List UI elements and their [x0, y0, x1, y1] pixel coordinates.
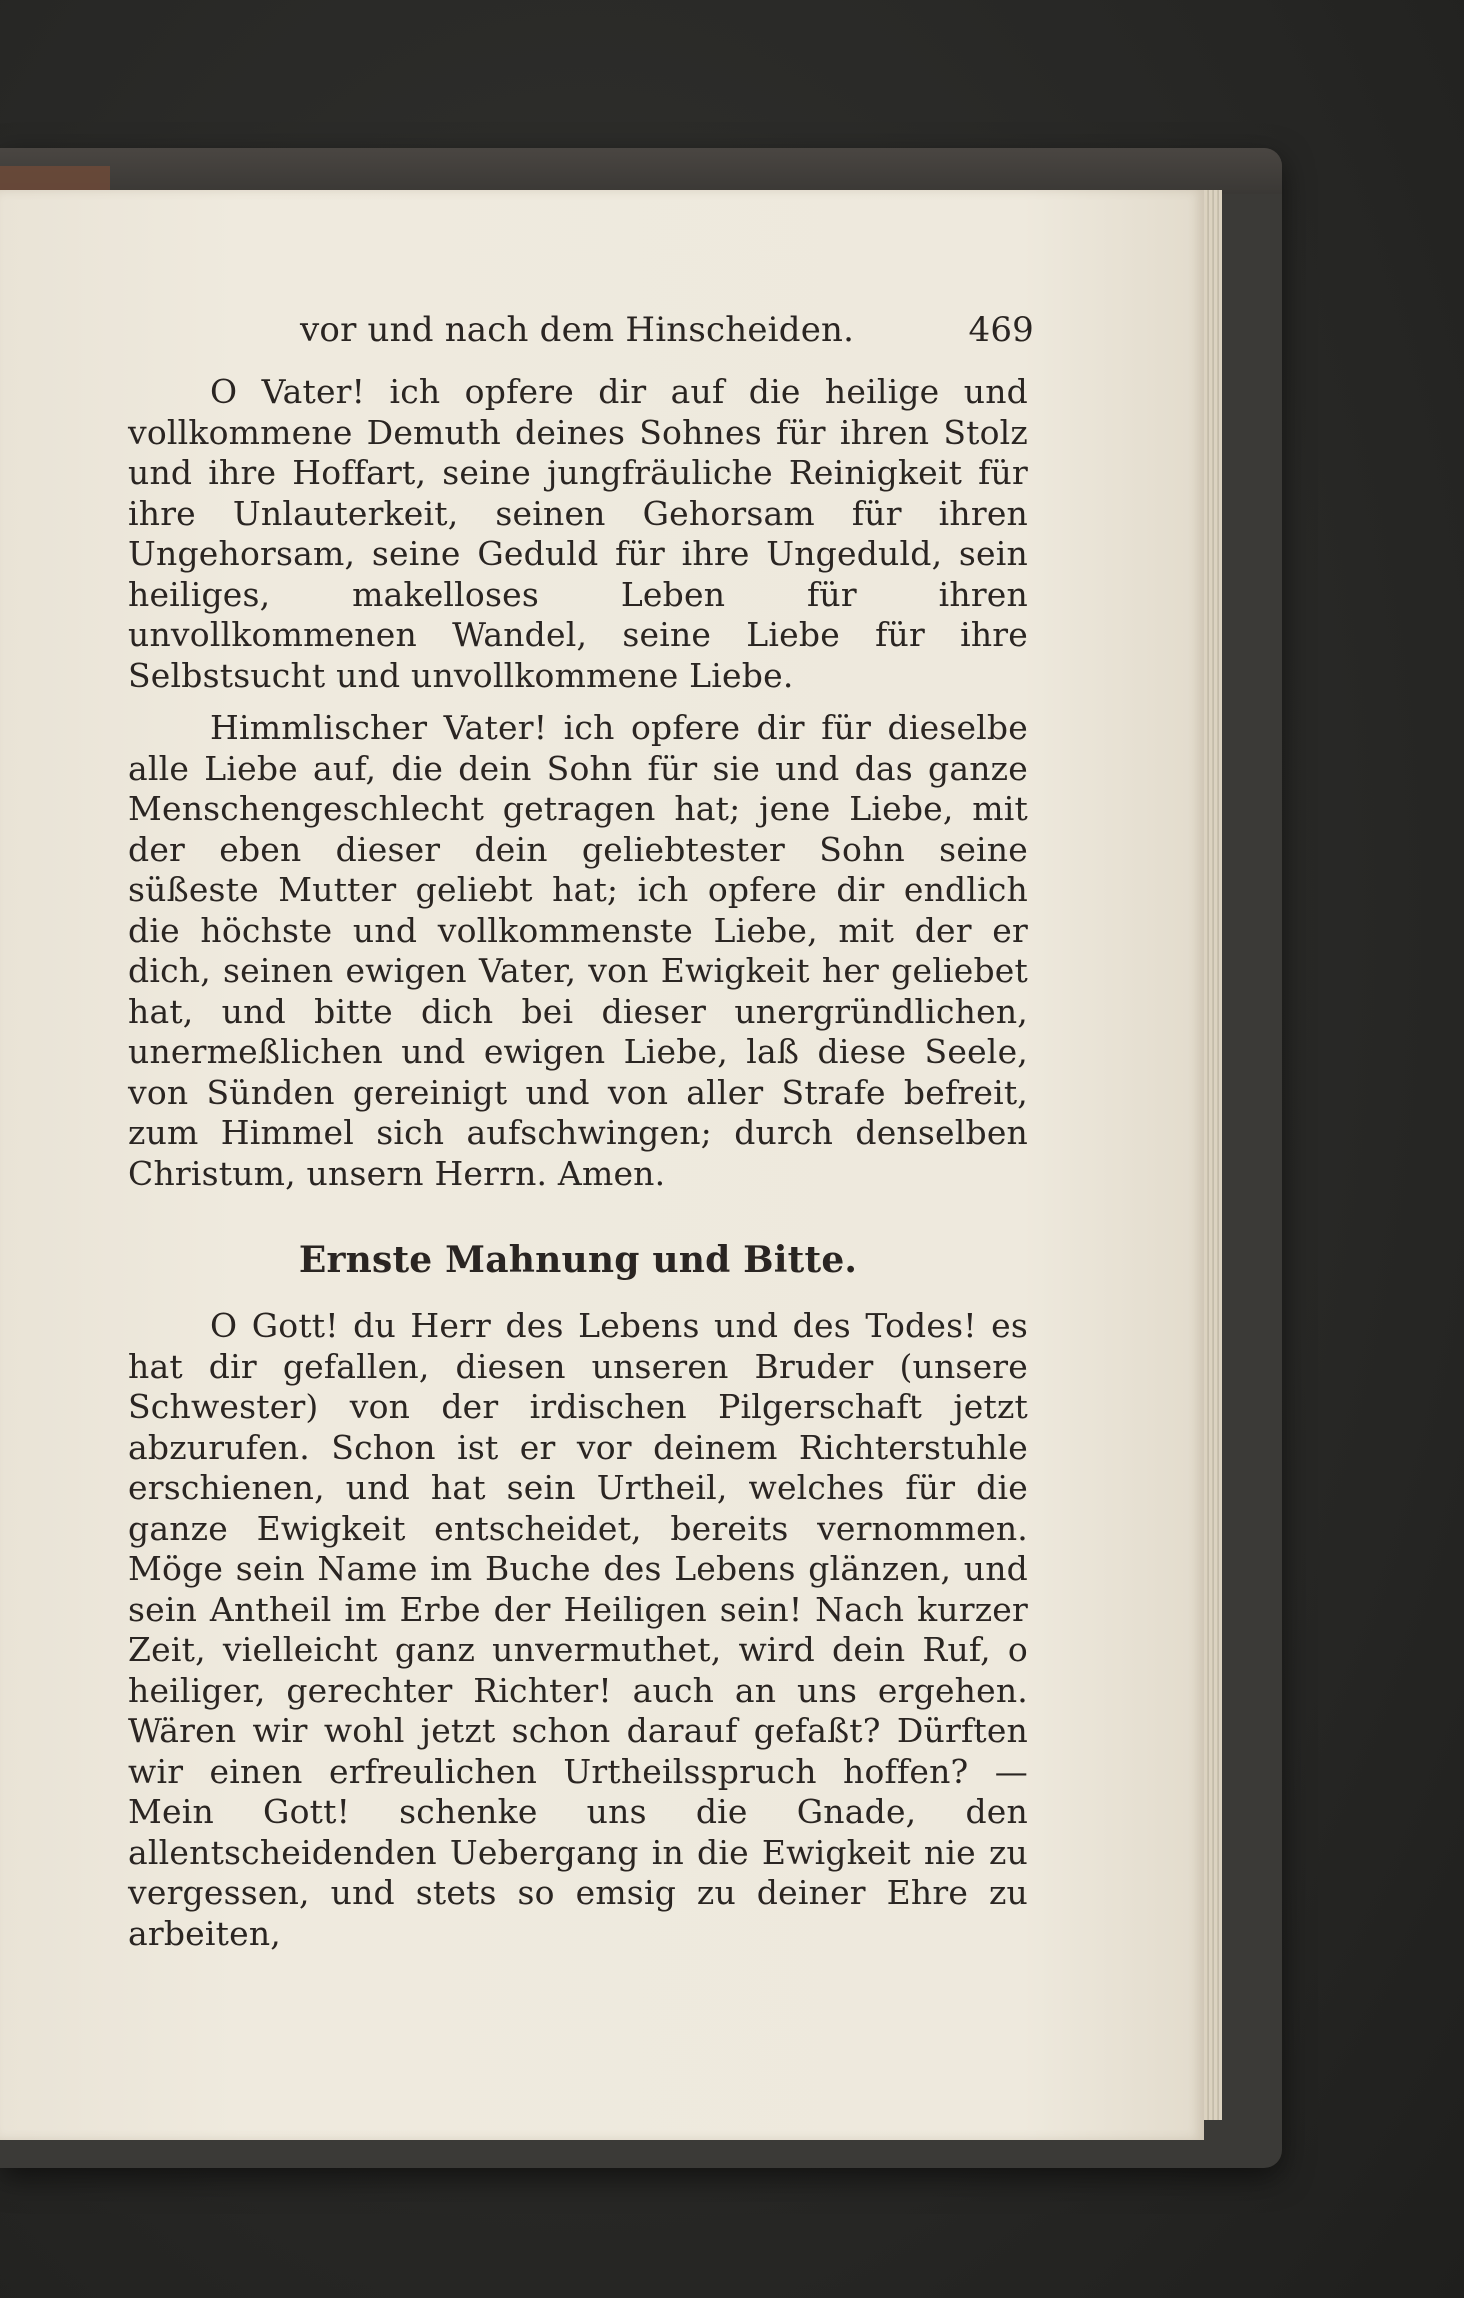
page-number: 469 [968, 310, 1034, 350]
section-title: Ernste Mahnung und Bitte. [298, 1239, 858, 1281]
paragraph-offering-virtues: O Vater! ich opfere dir auf die heilige und vollkommene Demuth deines Sohnes für ihren Stolz und ihre Hoffart, seine jungfräuliche Reinigkeit für ihre Unlauterkeit, seinen Gehorsam für ihren Ungehorsam, seine Geduld für ihre Ungeduld, sein heiliges, makelloses Leben für ihren unvollkommenen Wandel, seine Liebe für ihre Selbstsucht und unvollkommene Liebe. [128, 372, 1028, 695]
paragraph-admonition: O Gott! du Herr des Lebens und des Todes! es hat dir gefallen, diesen unseren Bruder (unsere Schwester) von der irdischen Pilgerschaft jetzt abzurufen. Schon ist er vor deinem Richterstuhle erschienen, und hat sein Urtheil, welches für die ganze Ewigkeit entscheidet, bereits vernommen. Möge sein Name im Buche des Lebens glänzen, und sein Antheil im Erbe der Heiligen sein! Nach kurzer Zeit, vielleicht ganz unvermuthet, wird dein Ruf, o heiliger, gerechter Richter! auch an uns ergehen. Wären wir wohl jetzt schon darauf gefaßt? Dürften wir einen erfreulichen Urtheilsspruch hoffen? — Mein Gott! schenke uns die Gnade, den allentscheidenden Uebergang in die Ewigkeit nie zu vergessen, und stets so emsig zu deiner Ehre zu arbeiten, [128, 1306, 1028, 1953]
running-title: vor und nach dem Hinscheiden. [300, 310, 855, 350]
page-header [128, 310, 1034, 360]
book-cover-top-edge [0, 148, 1282, 194]
page-text [128, 310, 1034, 1954]
paragraph-offering-love: Himmlischer Vater! ich opfere dir für dieselbe alle Liebe auf, die dein Sohn für sie und das ganze Menschengeschlecht getragen hat; jene Liebe, mit der eben dieser dein geliebtester Sohn seine süßeste Mutter geliebt hat; ich opfere dir endlich die höchste und vollkommenste Liebe, mit der er dich, seinen ewigen Vater, von Ewigkeit her geliebet hat, und bitte dich bei dieser unergründlichen, unermeßlichen und ewigen Liebe, laß diese Seele, von Sünden gereinigt und von aller Strafe befreit, zum Himmel sich aufschwingen; durch denselben Christum, unsern Herrn. Amen. [128, 708, 1028, 1193]
